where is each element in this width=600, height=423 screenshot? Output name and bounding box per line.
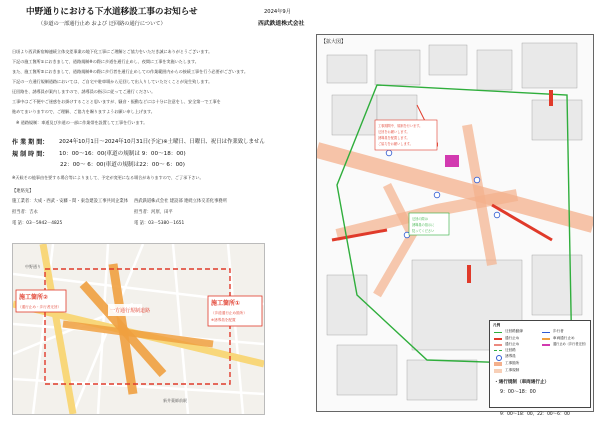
site2-note: （通行止め・歩行者迂回）	[18, 305, 62, 309]
company-name: 西武鉄道株式会社	[258, 21, 305, 27]
guide-callout-line: 誘導員の指示に	[412, 223, 435, 227]
legend-item: 誘導員	[505, 354, 516, 358]
guard-marker	[434, 192, 440, 198]
legend-item: 通行止め（歩行者迂回）	[553, 342, 589, 346]
notice-date: 2024年9月	[264, 9, 291, 15]
regulation-time-night: 22：00～ 6：00(車道の規制は22：00～ 6：00)	[60, 162, 185, 168]
legend-swatch	[494, 338, 502, 340]
legend-item: 迂回路	[505, 348, 516, 352]
guard-marker	[386, 150, 392, 156]
contact-person: 担当者：河原、田平	[134, 210, 173, 215]
legend-item: 通行止め	[505, 342, 520, 346]
site1-title: 施工箇所①	[211, 300, 241, 307]
guide-callout-line: 迂回の際は	[412, 217, 428, 221]
period-note: ※天候その他事由を要する場合等によりまして、予定が変更になる場合がありますので、ご了承下さい。	[12, 175, 204, 180]
overview-map-drawing	[13, 244, 264, 414]
site1-note: （歩道通行止め箇所）	[211, 311, 247, 315]
notice-title: 中野通りにおける下水道移設工事のお知らせ	[26, 7, 198, 17]
body-paragraph: 迂回路を、誘導員が案内しますので、誘導員の指示に従ってご通行ください。	[12, 89, 156, 94]
legend-swatch	[542, 338, 550, 340]
legend-swatch	[494, 344, 502, 346]
guard-marker	[494, 212, 500, 218]
legend-item: 迂回路動線	[505, 329, 523, 333]
body-paragraph: 日頃より西武新宿線連続立体交差事業の地下化工事にご理解とご協力をいただき誠にありがとうございます。	[12, 49, 213, 54]
contractor-name: 施工業者：大成・西武・安藤・間・東急建設工事共同企業体	[12, 199, 129, 204]
legend-title: 凡例	[493, 323, 501, 327]
contact-heading: 【連絡先】	[12, 189, 34, 194]
contact-phone: 電 話：03－5942－4825	[12, 221, 63, 226]
notice-bubble-line: 迂回をお願いします。	[378, 130, 410, 134]
street-label: 中野通り	[25, 264, 41, 269]
overview-map	[12, 243, 265, 415]
body-paragraph: また、施工箇所②におきまして、道路規制※の際に歩行者を通行止めしての作業範囲内からの接続工事を行う必要がございます。	[12, 69, 248, 74]
body-footnote: ※ 道路規制：車道及び歩道の一部に作業帯を設置して工事を行います。	[16, 120, 148, 125]
oneway-label: 一方通行規制道路	[110, 308, 151, 314]
legend-swatch	[494, 350, 502, 351]
site-marker	[445, 155, 459, 167]
notice-subtitle: （歩道の一部通行止め および 迂回路の通行について）	[38, 21, 166, 27]
body-paragraph: 下記の一方通行規制道路においては、ご自宅や駐車場から迂回して出入りしていただくことが発生致します。	[12, 79, 213, 84]
detail-map-title: 【拡大図】	[321, 39, 347, 45]
work-area-band	[377, 185, 412, 295]
legend-item: 工事規制	[505, 368, 520, 372]
site2-title: 施工箇所②	[19, 294, 49, 301]
legend-item: 歩行者	[553, 329, 564, 333]
body-paragraph: 工事中はご不便やご迷惑をお掛けすることと思いますが、騒音・振動などには十分に注意をし、安全第一で工事を	[12, 99, 221, 104]
map-legend	[489, 320, 591, 408]
legend-item: 工事箇所	[505, 361, 520, 365]
oneway-regulation-title: ・通行規制（車両通行止）	[494, 380, 550, 385]
notice-bubble-line: 誘導員を配置します。	[378, 136, 410, 140]
body-paragraph: 下記の施工箇所①におきまして、道路規制※の際に歩道を通行止めし、夜間に工事を実施いたします。	[12, 59, 199, 64]
contact-phone: 電 話：03－5380－1651	[134, 221, 185, 226]
station-label: 新井薬師前駅	[163, 398, 187, 403]
railway-department: 西武鉄道株式会社 建設部 連続立体交差化事務所	[134, 199, 227, 204]
period-value: 2024年10月1日～2024年10月31日(予定)※土曜日、日曜日、祝日は作業致しません	[59, 139, 265, 145]
regulation-label: 規 制 時 間：	[12, 151, 49, 158]
contact-person: 担当者：吉永	[12, 210, 38, 215]
site1-note: ※誘導員を配置	[211, 318, 236, 322]
notice-bubble-line: ご協力をお願いします。	[378, 142, 413, 146]
body-paragraph: 進めてまいりますので、ご理解、ご協力を賜りますようお願い申し上げます。	[12, 109, 155, 114]
oneway-regulation-time: 9：00～18：00	[500, 390, 536, 395]
closure-marker	[549, 90, 553, 106]
period-label: 作 業 期 間：	[12, 139, 49, 146]
legend-swatch	[494, 362, 502, 366]
legend-swatch	[496, 355, 502, 361]
legend-swatch	[542, 332, 550, 333]
guide-callout-line: 従ってください	[412, 229, 435, 233]
legend-swatch	[494, 332, 502, 333]
notice-bubble-line: 工事期間中、規制を行います。	[378, 124, 423, 128]
legend-swatch	[542, 344, 550, 346]
regulation-time-day: 10：00～16：00(車道の規制は 9：00～18：00)	[59, 151, 186, 157]
footer-times: 9：00～18：00、22：00～6：00	[500, 412, 570, 417]
legend-swatch	[494, 369, 502, 373]
legend-item: 通行止め	[505, 336, 520, 340]
legend-item: 車両通行止め	[553, 336, 575, 340]
closure-marker	[467, 265, 471, 283]
guard-marker	[474, 177, 480, 183]
